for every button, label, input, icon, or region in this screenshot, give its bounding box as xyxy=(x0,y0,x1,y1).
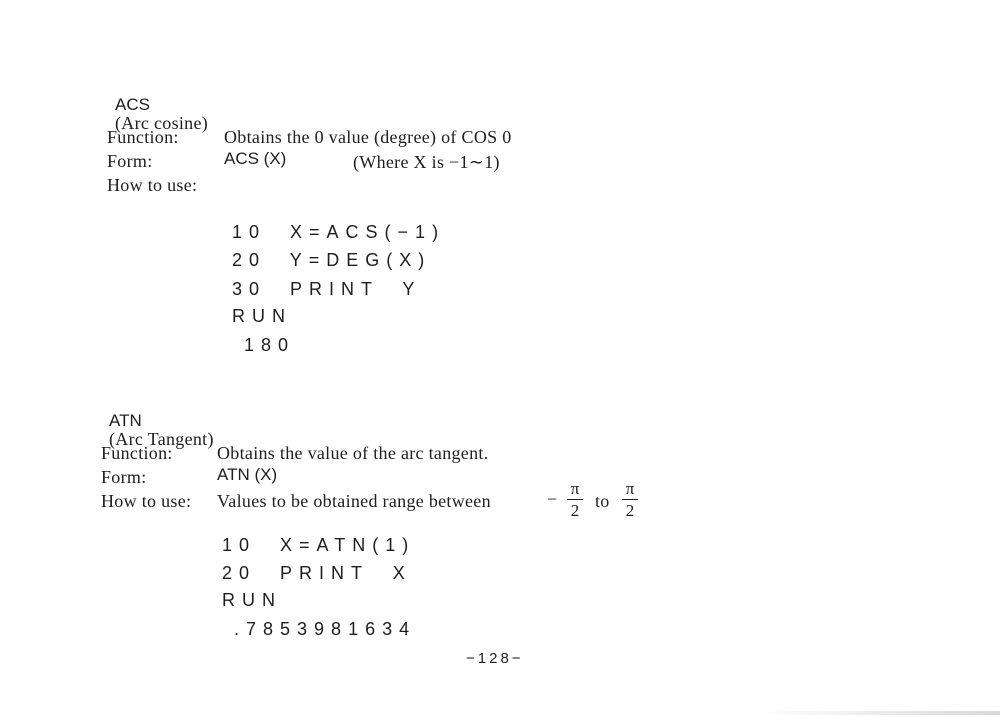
fraction-bar xyxy=(567,499,583,500)
acs-heading xyxy=(107,80,208,133)
page-edge-shadow xyxy=(760,711,1000,715)
acs-howto-label: How to use: xyxy=(107,175,198,195)
acs-keyword: ACS xyxy=(115,95,150,114)
code-line: 10 X=ATN(1) xyxy=(222,535,416,555)
code-line: 20 PRINT X xyxy=(222,563,412,583)
atn-howto-text: Values to be obtained range between xyxy=(217,491,491,511)
pi-numerator: π xyxy=(625,479,635,498)
pi-denominator: 2 xyxy=(625,501,635,520)
code-output: 180 xyxy=(232,335,296,355)
acs-form-note: (Where X is −1∼1) xyxy=(353,152,500,172)
atn-howto-label: How to use: xyxy=(101,491,192,511)
acs-function-text: Obtains the 0 value (degree) of COS 0 xyxy=(224,127,512,147)
minus-sign: − xyxy=(547,489,558,509)
code-output: .7853981634 xyxy=(222,619,417,639)
atn-form-label: Form: xyxy=(101,467,147,487)
atn-keyword: ATN xyxy=(109,411,142,430)
atn-heading xyxy=(101,396,214,449)
acs-form-syntax: ACS (X) xyxy=(224,149,287,168)
atn-heading-desc: (Arc Tangent) xyxy=(109,429,214,449)
code-line: 20 Y=DEG(X) xyxy=(232,250,432,270)
pi-over-two-fraction xyxy=(567,480,583,519)
code-line: 10 X=ACS(−1) xyxy=(232,222,446,242)
fraction-bar xyxy=(622,499,638,500)
pi-over-two-fraction xyxy=(622,480,638,519)
code-line: RUN xyxy=(232,306,292,326)
pi-numerator: π xyxy=(570,479,580,498)
acs-form-label: Form: xyxy=(107,151,153,171)
code-line: 30 PRINT Y xyxy=(232,279,422,299)
acs-heading-desc: (Arc cosine) xyxy=(115,113,209,133)
page-number: −128− xyxy=(466,650,524,667)
atn-form-syntax: ATN (X) xyxy=(217,465,278,484)
atn-function-label: Function: xyxy=(101,443,173,463)
pi-denominator: 2 xyxy=(570,501,580,520)
code-line: RUN xyxy=(222,590,282,610)
atn-function-text: Obtains the value of the arc tangent. xyxy=(217,443,489,463)
range-to: to xyxy=(595,491,610,511)
acs-function-label: Function: xyxy=(107,127,179,147)
